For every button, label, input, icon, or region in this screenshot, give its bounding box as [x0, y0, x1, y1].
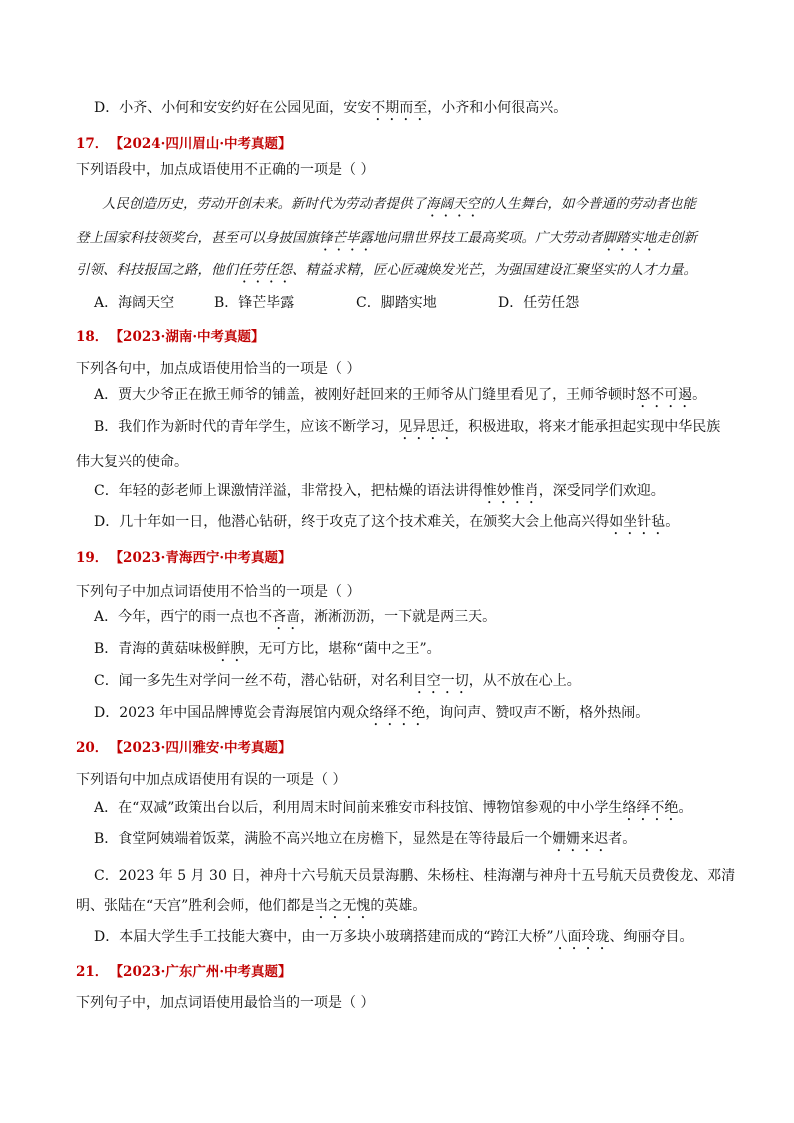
q20-heading: 20． 【2023·四川雅安·中考真题】 [76, 740, 292, 756]
emphasized-idiom: 络绎不绝 [622, 800, 679, 816]
emphasized-idiom: 如坐针毡 [609, 514, 666, 530]
emphasized-idiom: 不期而至 [371, 100, 428, 116]
emphasized-idiom: 姗姗来迟 [552, 831, 609, 847]
emphasized-idiom: 海阔天空 [426, 196, 480, 212]
q20-option-c: C．2023 年 5 月 30 日，神舟十六号航天员景海鹏、朱杨柱、桂海潮与神舟十五号航天员费俊龙、邓清 [94, 868, 736, 884]
emphasized-word: 目空一切 [412, 673, 469, 689]
q20-option-d: D．本届大学生手工技能大赛中，由一万多块小玻璃搭建而成的“跨江大桥”八面玲珑、绚丽夺目。 [94, 929, 694, 945]
q20-stem: 下列语句中加点成语使用有误的一项是（ ） [76, 772, 347, 788]
q21-stem: 下列句子中，加点词语使用最恰当的一项是（ ） [76, 995, 375, 1011]
q17-choice-d: D．任劳任怨 [498, 295, 580, 311]
emphasized-idiom: 当之无愧 [314, 898, 371, 914]
q20-option-c-cont: 明、张陆在“天宫”胜利会师，他们都是当之无愧的英雄。 [76, 898, 427, 914]
emphasized-idiom: 八面玲珑 [553, 929, 610, 945]
emphasized-word: 络绎不绝 [369, 705, 426, 721]
q18-option-b: B．我们作为新时代的青年学生，应该不断学习，见异思迁，积极进取，将来才能承担起实现中华民族 [94, 419, 721, 435]
q17-passage-line-2: 登上国家科技领奖台，甚至可以身披国旗锋芒毕露地问鼎世界技工最高奖项。广大劳动者脚踏实地走创新 [76, 230, 697, 246]
q17-choice-a: A．海阔天空 [94, 295, 175, 311]
q16-option-d: D．小齐、小何和安安约好在公园见面，安安不期而至，小齐和小何很高兴。 [94, 100, 568, 116]
q21-heading: 21． 【2023·广东广州·中考真题】 [76, 964, 292, 980]
q20-option-a: A．在“双减”政策出台以后，利用周末时间前来雅安市科技馆、博物馆参观的中小学生络绎不绝。 [94, 800, 693, 816]
q19-option-a: A．今年，西宁的雨一点也不吝啬，淅淅沥沥，一下就是两三天。 [94, 609, 497, 625]
emphasized-idiom: 惟妙惟肖 [482, 483, 539, 499]
q17-passage-line-1: 人民创造历史，劳动开创未来。新时代为劳动者提供了海阔天空的人生舞台，如今普通的劳动者也能 [102, 196, 696, 212]
emphasized-idiom: 见异思迁 [398, 419, 455, 435]
emphasized-idiom: 脚踏实地 [602, 230, 657, 246]
q17-stem: 下列语段中，加点成语使用不正确的一项是（ ） [76, 162, 375, 178]
emphasized-word: 鲜腴 [216, 641, 245, 657]
emphasized-idiom: 锋芒毕露 [319, 230, 373, 246]
q17-passage-line-3: 引领、科技报国之路，他们任劳任怨、精益求精，匠心匠魂焕发光芒，为强国建设汇聚坚实的人才力量。 [76, 262, 697, 278]
q18-option-d: D．几十年如一日，他潜心钻研，终于攻克了这个技术难关，在颁奖大会上他高兴得如坐针毡。 [94, 514, 680, 530]
q19-option-c: C．闻一多先生对学问一丝不苟，潜心钻研，对名利目空一切，从不放在心上。 [94, 673, 581, 689]
q18-option-a: A．贾大少爷正在掀王师爷的铺盖，被刚好赶回来的王师爷从门缝里看见了，王师爷顿时怒不可遏。 [94, 387, 707, 403]
q18-heading: 18． 【2023·湖南·中考真题】 [76, 329, 265, 345]
q17-choice-b: B．锋芒毕露 [214, 295, 295, 311]
q19-option-d: D．2023 年中国品牌博览会青海展馆内观众络绎不绝，询问声、赞叹声不断，格外热闹。 [94, 705, 650, 721]
q20-option-b: B．食堂阿姨端着饭菜，满脸不高兴地立在房檐下，显然是在等待最后一个姗姗来迟者。 [94, 831, 637, 847]
emphasized-idiom: 怒不可遏 [636, 387, 693, 403]
emphasized-word: 吝啬 [272, 609, 301, 625]
q19-stem: 下列句子中加点词语使用不恰当的一项是（ ） [76, 584, 361, 600]
q17-choice-c: C．脚踏实地 [356, 295, 437, 311]
q18-option-b-cont: 伟大复兴的使命。 [76, 454, 188, 470]
q17-choices [94, 293, 579, 313]
q19-heading: 19． 【2023·青海西宁·中考真题】 [76, 550, 292, 566]
emphasized-idiom: 任劳任怨 [238, 262, 292, 278]
q18-option-c: C．年轻的彭老师上课激情洋溢，非常投入，把枯燥的语法讲得惟妙惟肖，深受同学们欢迎。 [94, 483, 665, 499]
q19-option-b: B．青海的黄菇味极鲜腴，无可方比，堪称“菌中之王”。 [94, 641, 441, 657]
q18-stem: 下列各句中，加点成语使用恰当的一项是（ ） [76, 361, 361, 377]
q17-heading: 17． 【2024·四川眉山·中考真题】 [76, 136, 292, 152]
